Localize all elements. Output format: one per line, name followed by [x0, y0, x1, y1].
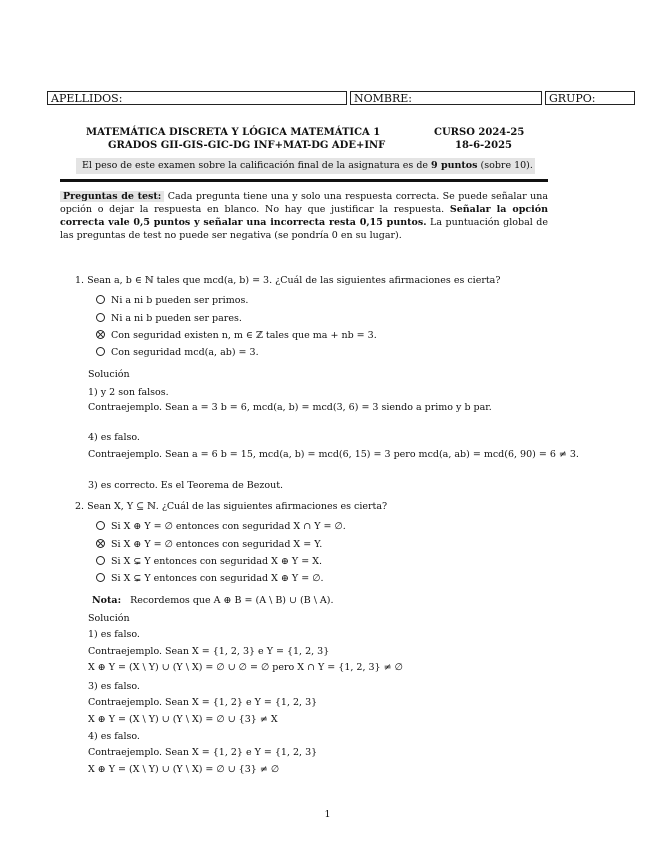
q2-solution-heading: Solución	[88, 613, 130, 624]
radio-icon[interactable]	[96, 573, 105, 582]
page-number: 1	[324, 809, 331, 820]
q2-option-3[interactable]: Si X ⊊ Y entonces con seguridad X ⊕ Y = X.	[96, 556, 322, 568]
q2-solution-line: X ⊕ Y = (X \ Y) ∪ (Y \ X) = ∅ ∪ {3} ≠ ∅	[88, 764, 280, 775]
q1-solution-line: 3) es correcto. Es el Teorema de Bezout.	[88, 480, 284, 491]
q1-solution-line: Contraejemplo. Sean a = 6 b = 15, mcd(a, b) = mcd(6, 15) = 3 pero mcd(a, ab) = mcd(6, 90) = 6 ≠ 3.	[88, 449, 579, 460]
q2-solution-line: X ⊕ Y = (X \ Y) ∪ (Y \ X) = ∅ ∪ ∅ = ∅ pero X ∩ Y = {1, 2, 3} ≠ ∅	[88, 662, 403, 673]
student-header	[47, 91, 635, 105]
radio-checked-icon[interactable]	[96, 539, 105, 548]
q2-solution-line: 3) es falso.	[88, 681, 140, 692]
q2-note: Nota: Recordemos que A ⊕ B = (A \ B) ∪ (B \ A).	[92, 595, 334, 606]
radio-checked-icon[interactable]	[96, 330, 105, 339]
test-instructions: Preguntas de test: Cada pregunta tiene una y solo una respuesta correcta. Se puede señalar una opción o dejar la respuesta en blanco. No hay que justificar la respuesta. Señalar la opción correcta vale 0,5 puntos y señalar una incorrecta resta 0,15 puntos. La puntuación global de las preguntas de test no puede ser negativa (se pondría 0 en su lugar).	[60, 191, 548, 241]
q1-solution-line: 1) y 2 son falsos.	[88, 387, 169, 398]
question-2-stem: 2. Sean X, Y ⊆ ℕ. ¿Cuál de las siguientes afirmaciones es cierta?	[75, 501, 388, 512]
radio-icon[interactable]	[96, 556, 105, 565]
apellidos-field[interactable]: APELLIDOS:	[47, 91, 347, 105]
q2-solution-line: Contraejemplo. Sean X = {1, 2, 3} e Y = {1, 2, 3}	[88, 646, 330, 657]
radio-icon[interactable]	[96, 295, 105, 304]
q2-solution-line: Contraejemplo. Sean X = {1, 2} e Y = {1, 2, 3}	[88, 697, 318, 708]
q1-solution-line: 4) es falso.	[88, 432, 140, 443]
q2-solution-line: X ⊕ Y = (X \ Y) ∪ (Y \ X) = ∅ ∪ {3} ≠ X	[88, 714, 278, 725]
q1-option-4[interactable]: Con seguridad mcd(a, ab) = 3.	[96, 347, 259, 359]
q1-option-1[interactable]: Ni a ni b pueden ser primos.	[96, 295, 248, 307]
q2-solution-line: 4) es falso.	[88, 731, 140, 742]
q2-option-4[interactable]: Si X ⊊ Y entonces con seguridad X ⊕ Y = ∅.	[96, 573, 323, 585]
q2-solution-line: Contraejemplo. Sean X = {1, 2} e Y = {1, 2, 3}	[88, 747, 318, 758]
q1-option-2[interactable]: Ni a ni b pueden ser pares.	[96, 313, 242, 325]
radio-icon[interactable]	[96, 313, 105, 322]
q1-solution-line: Contraejemplo. Sean a = 3 b = 6, mcd(a, b) = mcd(3, 6) = 3 siendo a primo y b par.	[88, 402, 492, 413]
nombre-field[interactable]: NOMBRE:	[350, 91, 542, 105]
q1-option-3[interactable]: Con seguridad existen n, m ∈ ℤ tales que ma + nb = 3.	[96, 330, 377, 342]
q2-option-1[interactable]: Si X ⊕ Y = ∅ entonces con seguridad X ∩ Y = ∅.	[96, 521, 346, 533]
q2-option-2[interactable]: Si X ⊕ Y = ∅ entonces con seguridad X = Y.	[96, 539, 322, 551]
q2-solution-line: 1) es falso.	[88, 629, 140, 640]
radio-icon[interactable]	[96, 521, 105, 530]
radio-icon[interactable]	[96, 347, 105, 356]
grupo-field[interactable]: GRUPO:	[545, 91, 635, 105]
divider	[60, 179, 548, 182]
question-1-stem: 1. Sean a, b ∈ ℕ tales que mcd(a, b) = 3. ¿Cuál de las siguientes afirmaciones es cierta?	[75, 275, 501, 286]
q1-solution-heading: Solución	[88, 369, 130, 380]
exam-weight-note: El peso de este examen sobre la calificación final de la asignatura es de 9 puntos (sobre 10).	[76, 158, 535, 174]
